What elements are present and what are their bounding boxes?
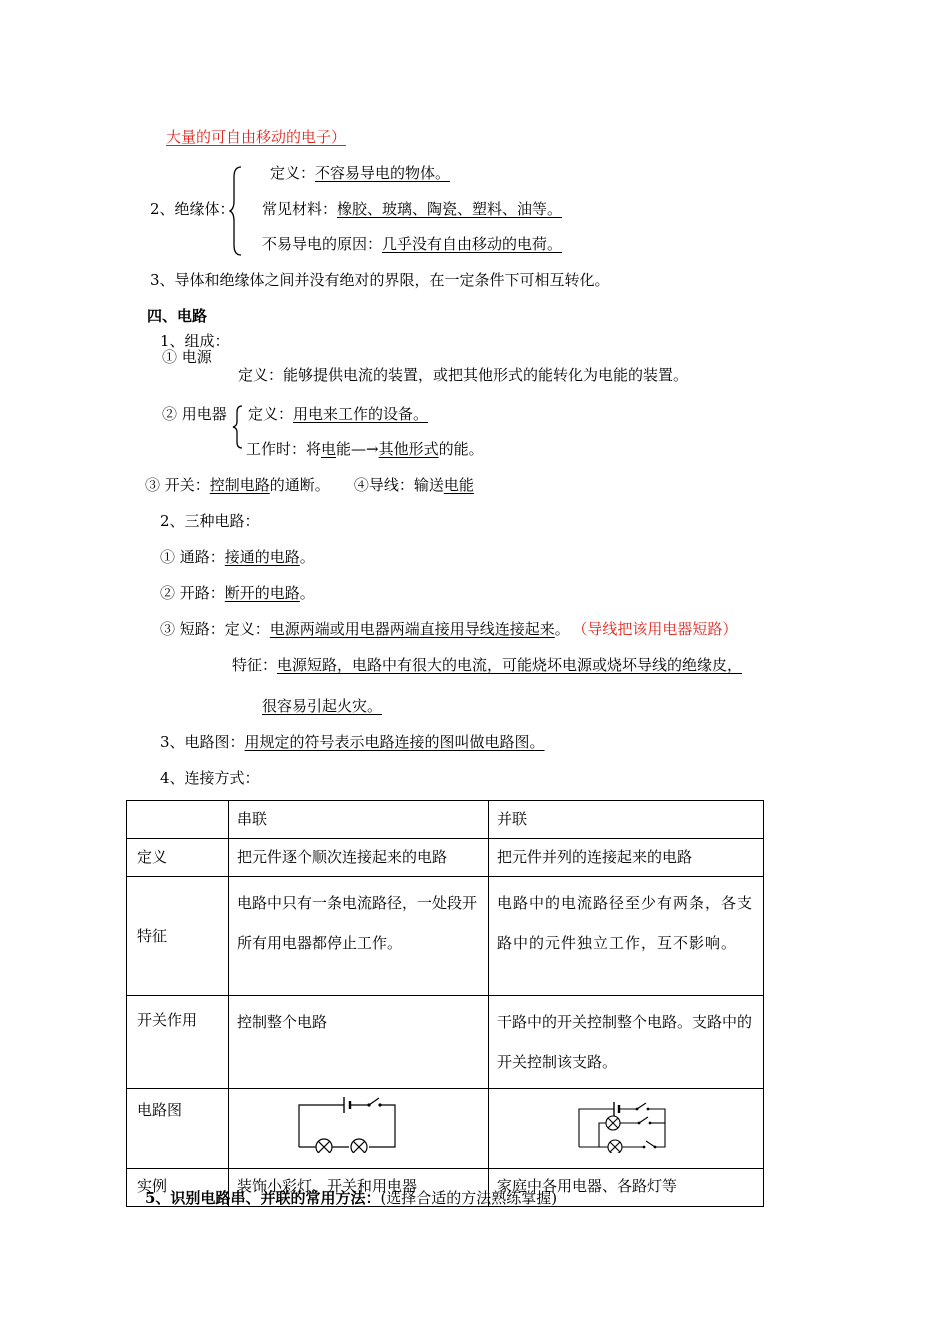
- switch-wire-line: ③ 开关：控制电路的通断。 ④导线：输送电能: [145, 476, 474, 494]
- row-head: 定义: [127, 839, 229, 877]
- short-feature-cont: 很容易引起火灾。: [262, 697, 383, 715]
- row-head: 实例: [127, 1169, 229, 1207]
- insulator-label: 2、绝缘体：: [150, 200, 235, 218]
- connection-label: 4、连接方式：: [160, 769, 260, 787]
- source-label: ① 电源: [162, 348, 212, 366]
- short-feature: 特征：电源短路，电路中有很大的电流，可能烧坏电源或烧坏导线的绝缘皮，: [232, 656, 743, 674]
- source-def: 定义：能够提供电流的装置，或把其他形式的能转化为电能的装置。: [238, 366, 689, 384]
- connection-table: [126, 800, 764, 1207]
- series-cell: 电路中只有一条电流路径，一处段开所有用电器都停止工作。: [229, 877, 489, 996]
- parallel-cell: 电路中的电流路径至少有两条，各支路中的元件独立工作，互不影响。: [489, 877, 764, 996]
- brace-icon: [232, 404, 244, 450]
- insulator-def: 定义：不容易导电的物体。: [270, 164, 451, 182]
- appliance-label: ② 用电器: [162, 405, 227, 423]
- row-head: 开关作用: [127, 996, 229, 1089]
- item-3: 3、导体和绝缘体之间并没有绝对的界限，在一定条件下可相互转化。: [150, 271, 610, 289]
- composition-label: 1、组成：: [160, 332, 230, 350]
- series-diagram-cell: [229, 1089, 489, 1169]
- three-circuits-label: 2、三种电路：: [160, 512, 260, 530]
- parallel-diagram-cell: [489, 1089, 764, 1169]
- table-row: [127, 1089, 764, 1169]
- table-header-cell: 并联: [489, 801, 764, 839]
- arrow-icon: —→: [351, 440, 379, 458]
- table-header-cell: 串联: [229, 801, 489, 839]
- series-cell: 把元件逐个顺次连接起来的电路: [229, 839, 489, 877]
- series-circuit-diagram: [229, 1089, 488, 1153]
- parallel-cell: 干路中的开关控制整个电路。支路中的开关控制该支路。: [489, 996, 764, 1089]
- appliance-work: 工作时：将电能—→其他形式的能。: [246, 440, 484, 458]
- section-4-title: 四、电路: [147, 307, 208, 325]
- table-row: [127, 877, 764, 996]
- row-head: 电路图: [127, 1089, 229, 1169]
- appliance-def: 定义：用电来工作的设备。: [248, 405, 429, 423]
- item-5: 5、识别电路串、并联的常用方法：(选择合适的方法熟练掌握): [145, 1189, 558, 1207]
- insulator-materials: 常见材料：橡胶、玻璃、陶瓷、塑料、油等。: [262, 200, 563, 218]
- table-row: [127, 839, 764, 877]
- top-line: 大量的可自由移动的电子）: [166, 128, 347, 146]
- parallel-circuit-diagram: [489, 1089, 763, 1153]
- closed-circuit: ① 通路：接通的电路。: [160, 548, 315, 566]
- open-circuit: ② 开路：断开的电路。: [160, 584, 315, 602]
- short-circuit: ③ 短路：定义：电源两端或用电器两端直接用导线连接起来。 （导线把该用电器短路）: [160, 620, 738, 638]
- table-header-row: [127, 801, 764, 839]
- parallel-cell: 把元件并列的连接起来的电路: [489, 839, 764, 877]
- series-cell: 装饰小彩灯、开关和用电器: [229, 1169, 489, 1207]
- brace-icon: [229, 165, 243, 257]
- insulator-reason: 不易导电的原因：几乎没有自由移动的电荷。: [262, 235, 563, 253]
- table-header-cell: [127, 801, 229, 839]
- parallel-cell: 家庭中各用电器、各路灯等: [489, 1169, 764, 1207]
- table-row: [127, 996, 764, 1089]
- circuit-diagram-line: 3、电路图：用规定的符号表示电路连接的图叫做电路图。: [160, 733, 545, 751]
- row-head: 特征: [127, 877, 229, 996]
- series-cell: 控制整个电路: [229, 996, 489, 1089]
